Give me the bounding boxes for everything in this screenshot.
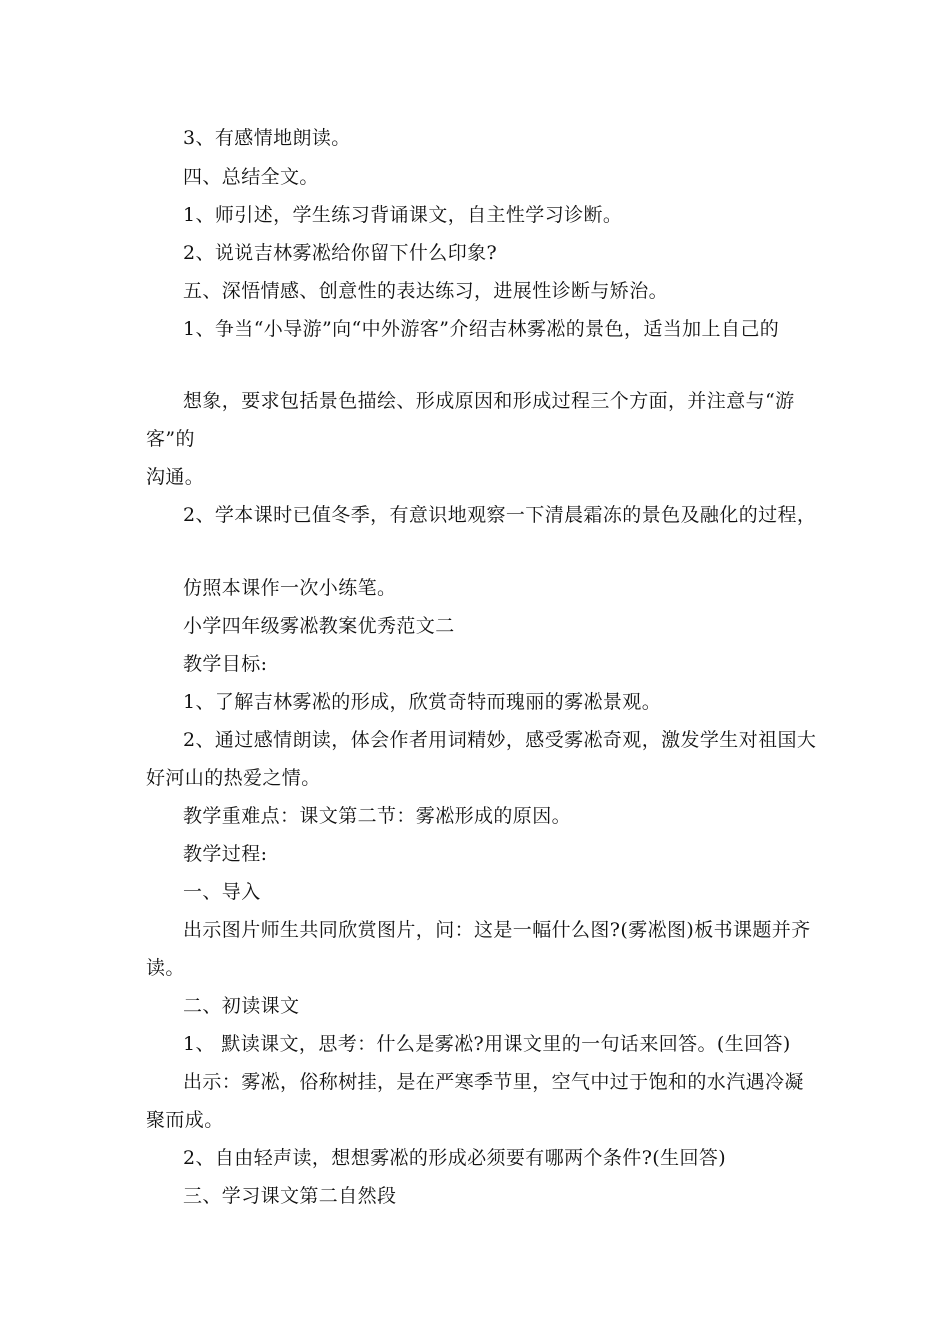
text-line: 出示图片师生共同欣赏图片，问：这是一幅什么图?(雾凇图)板书课题并齐 [183, 919, 811, 941]
text-line: 五、深悟情感、创意性的表达练习，进展性诊断与矫治。 [183, 280, 669, 302]
text-line: 1、师引述，学生练习背诵课文，自主性学习诊断。 [183, 204, 623, 226]
text-line: 2、通过感情朗读，体会作者用词精妙，感受雾凇奇观，激发学生对祖国大 [183, 729, 817, 751]
section-title: 小学四年级雾凇教案优秀范文二 [183, 615, 455, 637]
text-line: 三、学习课文第二自然段 [183, 1185, 397, 1207]
text-line: 出示：雾凇，俗称树挂，是在严寒季节里，空气中过于饱和的水汽遇冷凝 [183, 1071, 804, 1093]
text-line: 教学目标: [183, 653, 268, 675]
text-line: 二、初读课文 [183, 995, 300, 1017]
text-line: 2、自由轻声读，想想雾凇的形成必须要有哪两个条件?(生回答) [183, 1147, 727, 1169]
text-line: 想象，要求包括景色描绘、形成原因和形成过程三个方面，并注意与“游 [183, 390, 795, 412]
text-line: 教学重难点：课文第二节：雾凇形成的原因。 [183, 805, 572, 827]
text-line: 2、学本课时已值冬季，有意识地观察一下清晨霜冻的景色及融化的过程， [183, 504, 817, 526]
text-line: 好河山的热爱之情。 [146, 767, 321, 789]
text-line: 沟通。 [146, 466, 205, 488]
text-line: 教学过程: [183, 843, 268, 865]
text-line: 读。 [146, 957, 185, 979]
text-line: 仿照本课作一次小练笔。 [183, 577, 397, 599]
text-line: 3、有感情地朗读。 [183, 127, 351, 149]
text-line: 聚而成。 [146, 1109, 224, 1131]
text-line: 客”的 [146, 428, 195, 450]
text-line: 1、了解吉林雾凇的形成，欣赏奇特而瑰丽的雾凇景观。 [183, 691, 662, 713]
text-line: 一、导入 [183, 881, 261, 903]
text-line: 1、 默读课文，思考：什么是雾凇?用课文里的一句话来回答。(生回答) [183, 1033, 791, 1055]
text-line: 1、争当“小导游”向“中外游客”介绍吉林雾凇的景色，适当加上自己的 [183, 318, 780, 340]
text-line: 2、说说吉林雾凇给你留下什么印象? [183, 242, 498, 264]
text-line: 四、总结全文。 [183, 166, 319, 188]
